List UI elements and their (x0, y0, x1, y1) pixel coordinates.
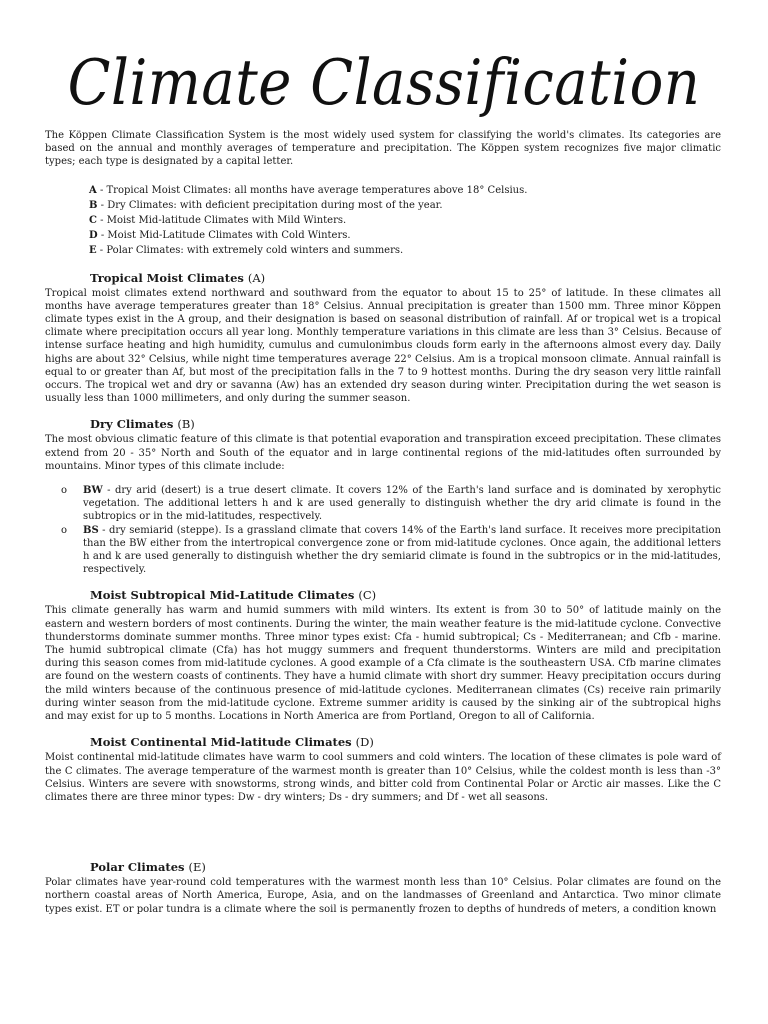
page-title: Climate Classification (67, 47, 701, 120)
section-body: The most obvious climatic feature of this climate is that potential evaporation and transpiration exceed precipitation. These climates extend from 20 - 35° North and South of the equator and in large continental regions of the mid-latitudes often surrounded by mountains. Minor types of this climate include: (45, 434, 721, 472)
section-body: Tropical moist climates extend northward and southward from the equator to about 15 to 25° of latitude. In these climates all months have average temperatures greater than 18° Celsius. Annual precipitation is greater than 1500 mm. Three minor Köppen climate types exist in the A group, and their designation is based on seasonal distribution of rainfall. Af or tropical wet is a tropical climate where precipitation occurs all year long. Monthly temperature variations in this climate are less than 3° Celsius. Because of intense surface heating and high humidity, cumulus and cumulonimbus clouds form early in the afternoons almost every day. Daily highs are about 32° Celsius, while night time temperatures average 22° Celsius. Am is a tropical monsoon climate. Annual rainfall is equal to or greater than Af, but most of the precipitation falls in the 7 to 9 hottest months. During the dry season very little rainfall occurs. The tropical wet and dry or savanna (Aw) has an extended dry season during winter. Precipitation during the wet season is usually less than 1000 millimeters, and only during the summer season. (45, 287, 721, 405)
section-polar (45, 860, 721, 916)
heading-text: Moist Continental Mid-latitude Climates (90, 735, 356, 750)
section-body: Polar climates have year-round cold temperatures with the warmest month less than 10° Celsius. Polar climates are found on the northern coastal areas of North America, Europe, Asia, and on the landmasses of Greenland and Antarctica. Two minor climate types exist. ET or polar tundra is a climate where the soil is permanently frozen to depths of hundreds of meters, a condition known (45, 877, 721, 915)
document-body (45, 129, 721, 928)
section-dry (45, 417, 721, 576)
list-item (45, 524, 721, 577)
section-moist-continental (45, 735, 721, 804)
type-item (89, 183, 721, 198)
section-heading (90, 271, 721, 285)
heading-code: (A) (247, 270, 266, 285)
type-text: - Tropical Moist Climates: all months have average temperatures above 18° Celsius. (96, 184, 528, 196)
section-moist-subtropical (45, 588, 721, 723)
list-item (45, 484, 721, 524)
heading-text: Moist Subtropical Mid-Latitude Climates (90, 588, 359, 603)
section-heading (90, 860, 721, 874)
bullet-term: BS (83, 524, 99, 536)
type-item (89, 198, 721, 213)
section-heading (90, 735, 721, 749)
section-body: This climate generally has warm and humid summers with mild winters. Its extent is from 30 to 50° of latitude mainly on the eastern and western borders of most continents. During the winter, the main weather feature is the mid-latitude cyclone. Convective thunderstorms dominate summer months. Three minor types exist: Cfa - humid subtropical; Cs - Mediterranean; and Cfb - marine. The humid subtropical climate (Cfa) has hot muggy summers and frequent thunderstorms. Winters are mild and precipitation during this season comes from mid-latitude cyclones. A good example of a Cfa climate is the southeastern USA. Cfb marine climates are found on the western coasts of continents. They have a humid climate with short dry summer. Heavy precipitation occurs during the mild winters because of the continuous presence of mid-latitude cyclones. Mediterranean climates (Cs) receive rain primarily during winter season from the mid-latitude cyclone. Extreme summer aridity is caused by the sinking air of the subtropical highs and may exist for up to 5 months. Locations in North America are from Portland, Oregon to all of California. (45, 605, 721, 723)
heading-text: Dry Climates (90, 417, 178, 432)
type-item (89, 228, 721, 243)
type-letter: E (89, 244, 97, 256)
type-item (89, 213, 721, 228)
type-letter: B (89, 199, 98, 211)
type-text: - Moist Mid-latitude Climates with Mild Winters. (96, 214, 347, 226)
intro-paragraph: The Köppen Climate Classification System is the most widely used system for classifying the world's climates. Its categories are based on the annual and monthly averages of temperature and precipitation. The Köppen system recognizes five major climatic types; each type is designated by a capital letter. (45, 130, 721, 168)
bullet-marker: o (61, 485, 68, 497)
section-heading (90, 417, 721, 431)
climate-types-list (89, 183, 721, 258)
type-text: - Dry Climates: with deficient precipitation during most of the year. (97, 199, 443, 211)
section-spacer (45, 816, 721, 860)
type-text: - Polar Climates: with extremely cold winters and summers. (96, 244, 404, 256)
heading-text: Polar Climates (90, 860, 189, 875)
heading-code: (B) (177, 417, 195, 432)
dry-subtypes-list (45, 484, 721, 576)
bullet-text: - dry semiarid (steppe). Is a grassland climate that covers 14% of the Earth's land surface. It receives more precipitation than the BW either from the intertropical convergence zone or from mid-latitude cyclones. Once again, the additional letters h and k are used generally to distinguish whether the dry semiarid climate is found in the subtropics or in the mid-latitudes, respectively. (83, 524, 721, 576)
heading-code: (D) (355, 735, 374, 750)
bullet-marker: o (61, 524, 68, 536)
type-letter: C (89, 214, 97, 226)
section-body: Moist continental mid-latitude climates have warm to cool summers and cold winters. The location of these climates is pole ward of the C climates. The average temperature of the warmest month is greater than 10° Celsius, while the coldest month is less than -3° Celsius. Winters are severe with snowstorms, strong winds, and bitter cold from Continental Polar or Arctic air masses. Like the C climates there are three minor types: Dw - dry winters; Ds - dry summers; and Df - wet all seasons. (45, 752, 721, 803)
type-letter: D (89, 229, 98, 241)
section-heading (90, 588, 721, 602)
type-item (89, 243, 721, 258)
type-letter: A (89, 184, 97, 196)
type-text: - Moist Mid-Latitude Climates with Cold Winters. (97, 229, 351, 241)
heading-code: (E) (188, 860, 206, 875)
bullet-text: - dry arid (desert) is a true desert climate. It covers 12% of the Earth's land surface and is dominated by xerophytic vegetation. The additional letters h and k are used generally to distinguish whether the dry arid climate is found in the subtropics or in the mid-latitudes, respectively. (83, 485, 721, 523)
heading-code: (C) (358, 588, 377, 603)
section-tropical (45, 271, 721, 406)
bullet-term: BW (83, 485, 103, 497)
heading-text: Tropical Moist Climates (90, 270, 248, 285)
